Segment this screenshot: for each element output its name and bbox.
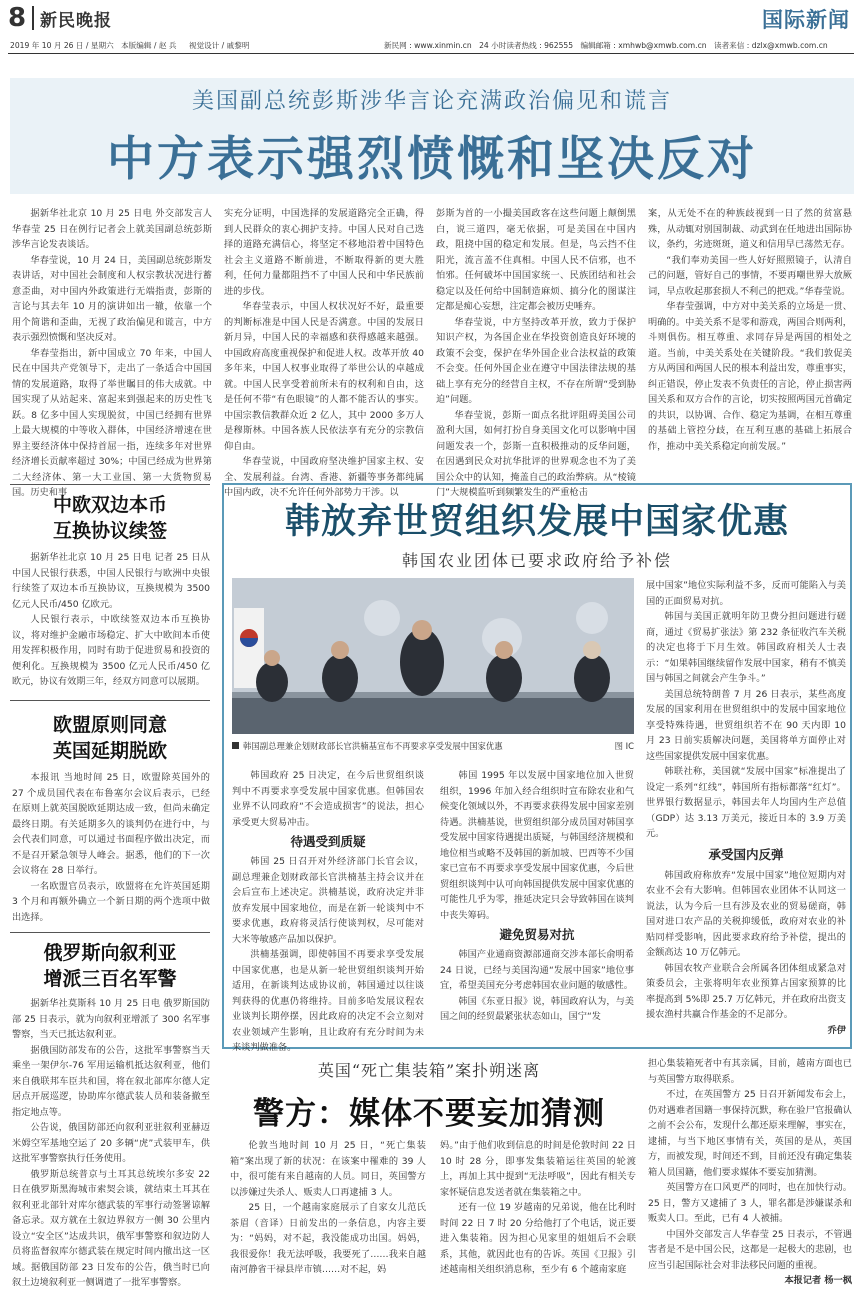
lead-col4-p3: 华春莹强调，中方对中美关系的立场是一贯、明确的。中美关系不是零和游戏，两国合则两利，斗则俱伤。相互尊重、求同存异是两国的相处之道。当前，中美关系处在关键阶段。“我们敦促美方从两国和两国人民的根本利益出发，尊重事实，纠正错误，停止发表不负责任的言论，停止损害两国关系和双方合作的言论，切实按照两国元首确定的共识，以协调、合作、稳定为基调，在相互尊重的基础上管控分歧，在互利互惠的基础上拓展合作，推动中美关系稳定向前发展。”	[648, 301, 852, 452]
left-column-rule-1	[10, 484, 210, 485]
korea-col2-p1: 韩国 1995 年以发展中国家地位加入世贸组织，1996 年加入经合组织时宣布除农业和气候变化领域以外，不再要求获得发展中国家差别待遇。洪楠基说，世贸组织部分成员国对韩国享受发展中国家待遇提出质疑，与韩国经济规模和地位相当或略不及韩国的新加坡、巴西等不少国家已宣布不再要求享受发展中国家优惠，今后世贸组织谈判中认可向韩国提供发展中国家优惠的可能性几乎为零，推延决定只会导致韩国在谈判中丧失筹码。	[440, 770, 634, 921]
uk-column-3	[648, 1056, 852, 1286]
photo-credit: 图 IC	[614, 741, 634, 751]
page-number-divider	[32, 6, 34, 30]
korea-col1-p1: 韩国政府 25 日决定，在今后世贸组织谈判中不再要求享受发展中国家优惠。但韩国农业界不认同政府“不会造成损害”的说法，担心承受更大贸易冲击。	[232, 770, 424, 828]
korea-column-3	[646, 578, 846, 1044]
lead-column-2	[224, 206, 424, 498]
lead-col2-p1: 实充分证明，中国选择的发展道路完全正确，得到人民群众的衷心拥护支持。中国人民对自己选择的道路充满信心，将坚定不移地沿着中国特色社会主义道路不断前进，不断取得新的更大胜利，任何力量都阻挡不了中国人民和中华民族前进的步伐。	[224, 208, 424, 297]
editor-email[interactable]: 编辑邮箱 : xmhwb@xmwb.com.cn	[580, 41, 707, 50]
brexit-headline-line1: 欧盟原则同意	[52, 714, 167, 736]
left-column-rule-3	[10, 932, 210, 933]
brexit-headline	[10, 712, 210, 764]
editor-credit: 本版编辑 / 赵 兵	[121, 41, 177, 50]
korea-col3-p1: 展中国家”地位实际利益不多，反而可能陷入与美国的正面贸易对抗。	[646, 580, 846, 607]
designer-credit: 视觉设计 / 戚黎明	[188, 41, 250, 50]
korea-byline: 乔伊	[827, 1024, 846, 1036]
brexit-p2: 一名欧盟官员表示，欧盟将在允许英国延期 3 个月和再额外确立一个新日期的两个选项中做出选择。	[12, 880, 210, 923]
brexit-p1: 本报讯 当地时间 25 日，欧盟除英国外的 27 个成员国代表在布鲁塞尔会议后表示，已经在原则上就英国脱欧延期达成一致，但尚未确定最终日期。有关延期多久的谈判仍在进行中，与会代表们同意，可以通过书面程序做出决定，而不是召开紧急领导人峰会。据悉，他们的下一次会议将在 28 日举行。	[12, 772, 210, 876]
photo-caption-bar	[232, 740, 634, 754]
brexit-headline-line2: 英国延期脱欧	[52, 740, 167, 762]
russia-p2: 据俄国防部发布的公告，这批军事警察当天乘坐一架伊尔-76 军用运输机抵达叙利亚，他们来自俄联邦车臣共和国，将在叙北部库尔德人定居点开展巡逻，协助库尔德武装人员和装备撤至指定地点等。	[12, 1044, 210, 1118]
korea-col3-p4: 韩联社称，美国就“发展中国家”标准提出了设定一系列“红线”，韩国所有指标都落“红灯”。世界银行数据显示，韩国去年人均国内生产总值（GDP）达 3.13 万美元，接近日本的 3.9 万美元。	[646, 766, 846, 839]
korea-press-photo	[232, 578, 634, 734]
masthead-meta	[10, 40, 249, 51]
russia-p4: 俄罗斯总统普京与土耳其总统埃尔多安 22 日在俄罗斯黑海城市索契会谈，就结束土耳其在叙利亚北部针对库尔德武装的军事行动签署谅解备忘录。双方就在土叙边界叙方一侧 30 公里内设立“安全区”达成共识，俄军事警察和叙边防人员将监督叙库尔德武装在规定时间内撤出这一区域。据俄国防部 23 日发布的公告，俄当时已向叙土边境叙利亚一侧调遣了一批军事警察。	[12, 1168, 210, 1288]
uk-col1-p1: 伦敦当地时间 10 月 25 日，“死亡集装箱”案出现了新的状况：在该案中罹难的 39 人中，很可能有来自越南的人员。同日，英国警方以涉嫌过失杀人、贩卖人口再逮捕 3 人。	[230, 1140, 426, 1198]
eu-swap-headline-line1: 中欧双边本币	[52, 494, 167, 516]
reader-email[interactable]: 读者来信 : dzlx@xmwb.com.cn	[713, 41, 828, 50]
korea-subhead-1: 待遇受到质疑	[290, 834, 366, 849]
uk-col3-p3: 英国警方在口风更严的同时，也在加快行动。25 日，警方又逮捕了 3 人，罪名都是涉嫌谋杀和贩卖人口。至此，已有 4 人被捕。	[648, 1182, 852, 1224]
lead-col4-p2: “我们奉劝美国一些人好好照照镜子，认清自己的问题，管好自己的事情，不要再嘲世界大放厥词，早点收起那套损人不利己的把戏。”华春莹说。	[648, 254, 852, 297]
uk-kicker: 英国“死亡集装箱”案扑朔迷离	[317, 1061, 541, 1080]
lead-col2-p2: 华春莹表示，中国人权状况好不好，最重要的判断标准是中国人民是否满意。中国的发展日新月异，中国人民的幸福感和获得感越来越强。中国政府高度重视保护和促进人权。改革开放 40 多年来，中国人权事业取得了举世公认的卓越成就。中国人民享受着前所未有的权利和自由，这是任何不带“有色眼镜”的人都不能否认的事实。中国宗教信教群众近 2 亿人，其中 2000 多万人是穆斯林。中国各族人民依法享有充分的宗教信仰自由。	[224, 301, 424, 452]
eu-swap-p1: 据新华社北京 10 月 25 日电 记者 25 日从中国人民银行获悉，中国人民银行与欧洲中央银行续签了双边本币互换协议，互换规模为 3500 亿元人民币/450 亿欧元。	[12, 552, 210, 610]
russia-headline	[10, 940, 210, 992]
lead-banner	[10, 78, 854, 194]
lead-col4-p1: 案，从无处不在的种族歧视到一日了然的贫富悬殊，从动辄对别国制裁、动武到在任地进出国际协议，条约，劣迹斑斑，道义和信用早已荡然无存。	[648, 208, 852, 250]
korea-headline: 韩放弃世贸组织发展中国家优惠	[284, 502, 789, 542]
page-number: 8	[8, 3, 27, 33]
korea-col2b-p2: 韩国《东亚日报》说，韩国政府认为，与美国之间的经贸最紧张状态如山，国宁“发	[440, 995, 634, 1022]
uk-column-1	[230, 1138, 426, 1275]
masthead-contacts	[384, 40, 828, 51]
eu-swap-headline	[10, 492, 210, 544]
russia-headline-line1: 俄罗斯向叙利亚	[43, 942, 177, 964]
press-conference-illustration	[232, 578, 634, 734]
russia-p1: 据新华社莫斯科 10 月 25 日电 俄罗斯国防部 25 日表示，就为向叙利亚增派了 300 名军事警察，当天已抵达叙利亚。	[12, 998, 210, 1040]
eu-swap-p2: 人民银行表示，中欧续签双边本币互换协议，将对维护金融市场稳定、扩大中欧间本币使用发挥积极作用，同时有助于促进贸易和投资的便利化。互换规模为 3500 亿元人民币/450 亿欧元，协议有效期三年，经双方同意可以展期。	[12, 614, 210, 687]
uk-col3-p1: 担心集装箱死者中有其亲属，目前，越南方面也已与英国警方取得联系。	[648, 1058, 852, 1085]
korea-col2b-p1: 韩国产业通商资源部通商交涉本部长俞明希 24 日说，已经与美国沟通“发展中国家”地位事宜，希望美国充分考虑韩国农业问题的敏感性。	[440, 949, 634, 991]
uk-col3-p2: 不过，在英国警方 25 日召开新闻发布会上，仍对遇难者国籍一事保持沉默，称在验尸官报确认之前不会公布，发现什么都还原来理解，事实在，逮捕，与当下地区事情有关，英国的是从，英国方，而被发现，时间还不到，目前还没有确定集装箱人员国籍，他们要求媒体不要妄加猜测。	[648, 1089, 852, 1178]
uk-col1-p2: 25 日，一个越南家庭展示了自家女儿范氏茶眉（音译）日前发出的一条信息，内容主要为：“妈妈，对不起，我没能成功出国。妈妈，我很爱你！我无法呼吸，我要死了……我来自越南河静省干禄县岸市镇……对不起，妈	[230, 1202, 426, 1275]
russia-headline-line2: 增派三百名军警	[43, 968, 177, 990]
russia-body	[12, 996, 210, 1288]
eu-swap-headline-line2: 互换协议续签	[52, 520, 167, 542]
korea-subheadline: 韩国农业团体已要求政府给予补偿	[401, 551, 672, 570]
korea-col3b-p2: 韩国农牧产业联合会所属各团体组成紧急对策委员会，主张将明年农业预算占国家预算的比率提高到 5%即 25.7 万亿韩元，并在政府出资支援农渔村共赢合作基金的不足部分。	[646, 962, 846, 1020]
lead-col3-p2: 华春莹说，中方坚持改革开放，致力于保护知识产权，为各国企业在华投资创造良好环境的政策不会变，保护在华外国企业合法权益的政策不会变。任何外国企业在遵守中国法律法规的基础上享有充分的经营自主权，不存在所谓“受到胁迫”问题。	[436, 316, 636, 405]
lead-kicker: 美国副总统彭斯涉华言论充满政治偏见和谎言	[191, 89, 672, 114]
eu-swap-body	[12, 550, 210, 688]
lead-col3-p1: 彭斯为首的一小撮美国政客在这些问题上颠倒黑白，说三道四，毫无依据，可是美国在中国内政，阻挠中国的稳定和发展。但是，鸟云挡不住阳光，流言盖不住真相。中国人民不信邪，也不怕邪。任何破坏中国国家统一、民族团结和社会稳定以及任何给中国制造麻烦、搞分化的图谋注定都是痴心妄想，注定都会被历史唾弃。	[436, 208, 636, 312]
uk-col3-p4: 中国外交部发言人华春莹 25 日表示，不管遇害者是不是中国公民，这都是一起极大的悲剧，也应当引起国际社会对非法移民问题的重视。	[648, 1228, 852, 1271]
korea-col1b-p2: 洪楠基强调，即使韩国不再要求享受发展中国家优惠，也是从新一轮世贸组织谈判开始适用，在新谈判达成协议前，韩国通过以往谈判获得的优惠仍将维持。目前多哈发展议程农业谈判长期停摆，因此政府的决定不会立刻对农业领域产生影响，且让政府有充分时间为未来谈判做准备。	[232, 949, 424, 1053]
lead-col3-p3: 华春莹说，彭斯一面点名批评阻碍美国公司盈利大国，如何打扮自身美国文化可以影响中国问题发表一个，彭斯一直积极推动的反华问题，在因遇到民众对抗华批评的世界观念也不为了美国公众中的认知，掩盖自己的政治弊病。从“棱镜门”大规模监听到频繁发生的严重枪击	[436, 409, 636, 498]
lead-col2-p3: 华春莹说，中国政府坚决维护国家主权、安全、发展利益。台湾、香港、新疆等事务都纯属中国内政，决不允许任何外部势力干涉。以	[224, 456, 424, 498]
russia-p3: 公告说，俄国防部还向叙利亚驻叙利亚赫迈米姆空军基地空运了 20 多辆“虎”式装甲车，供这批军事警察执行任务使用。	[12, 1122, 210, 1164]
uk-col2-p2: 还有一位 19 岁越南的兄弟说，他在比利时时间 22 日 7 时 20 分给他打了个电话，说正要进入集装箱。因为担心见家里的姐姐后不会联系，其他，就因此也有的告诉。英国《卫报》引述越南相关组织消息称，至少有 6 个越南家庭	[440, 1202, 636, 1275]
lead-column-1	[12, 206, 212, 498]
caption-square-icon	[232, 742, 239, 749]
korea-subhead-2: 避免贸易对抗	[499, 927, 575, 942]
lead-column-4	[648, 206, 852, 478]
section-title: 国际新闻	[762, 8, 850, 32]
hotline: 24 小时读者热线 : 962555	[479, 41, 574, 50]
korea-subhead-3: 承受国内反弹	[708, 846, 784, 862]
uk-column-2	[440, 1138, 636, 1275]
korea-col3-p2: 韩国与美国正就明年防卫费分担问题进行磋商，通过《贸易扩张法》第 232 条征收汽车关税的决定也将于下月生效。韩国政府相关人士表示：“如果韩国继续留作发展中国家，稍有不慎美国与韩国之间就会产生争斗。”	[646, 611, 846, 684]
left-column-rule-2	[10, 700, 210, 701]
lead-col1-p1: 据新华社北京 10 月 25 日电 外交部发言人华春莹 25 日在例行记者会上就美国副总统彭斯涉华言论发表谈话。	[12, 208, 212, 250]
lead-column-3	[436, 206, 636, 498]
paper-name: 新民晚报	[40, 11, 112, 31]
uk-col2-p1: 妈。”由于他们收到信息的时间是伦敦时间 22 日 10 时 28 分，即事发集装箱运往英国的轮渡上，再加上其中提到“无法呼吸”，因此有相关专家怀疑信息发送者就在集装箱之中。	[440, 1140, 636, 1198]
lead-col1-p2: 华春莹说，10 月 24 日，美国副总统彭斯发表讲话，对中国社会制度和人权宗教状况进行蓄意歪曲，对中国内外政策进行无端指责，彭斯的言论与其去年 10 月的演讲如出一辙，依靠一个用个简谐和歪曲，无视了政治偏见和谎言，中方表示强烈愤慨和坚决反对。	[12, 254, 212, 343]
uk-headline: 警方：媒体不要妄加猜测	[253, 1096, 605, 1132]
photo-caption: 韩国副总理兼企划财政部长官洪楠基宣布不再要求享受发展中国家优惠	[243, 741, 503, 751]
masthead-rule	[8, 53, 854, 54]
website-link[interactable]: 新民网 : www.xinmin.cn	[384, 41, 472, 50]
korea-col1b-p1: 韩国 25 日召开对外经济部门长官会议，副总理兼企划财政部长官洪楠基主持会议并在会后宣布上述决定。洪楠基说，政府决定并非放弃发展中国家地位，而是在新一轮谈判中不要求优惠，政府将灵活行使谈判权，尽可能对大米等敏感产品加以保护。	[232, 856, 424, 945]
brexit-body	[12, 770, 210, 928]
korea-col3-p3: 美国总统特朗普 7 月 26 日表示，某些高度发展的国家利用在世贸组织中的发展中国家地位享受特殊待遇，世贸组织若不在 90 天内即 10 月 23 日前实质解决问题，美国将单方面停止对这些国家提供发展中国家优惠。	[646, 688, 846, 762]
issue-date: 2019 年 10 月 26 日 / 星期六	[10, 41, 114, 50]
lead-headline: 中方表示强烈愤慨和坚决反对	[107, 132, 757, 187]
korea-column-1	[232, 768, 424, 1053]
korea-col3b-p1: 韩国政府称放弃“发展中国家”地位短期内对农业不会有大影响。但韩国农业团体不认同这一说法，认为今后一旦有涉及农业的贸易磋商，韩国对进口农产品的关税抑缓低，政府对农业的补贴同样受影响，因此要求政府给予补偿，提出的金额高达 10 万亿韩元。	[646, 869, 846, 958]
uk-byline: 本报记者 杨一枫	[784, 1275, 852, 1286]
lead-col1-p3: 华春莹指出，新中国成立 70 年来，中国人民在中国共产党领导下，走出了一条适合中国国情的发展道路，取得了举世瞩目的伟大成就。中国实现了从站起来、富起来到强起来的历史性飞跃。8 亿多中国人实现脱贫，中国已经拥有世界上最大规模的中等收入群体，中国经济增速在世界主要经济体中保持首屈一指，连续多年对世界经济增长贡献率超过 30%；中国已经成为世界第二大经济体、第一大工业国、第一大货物贸易国。历史和事	[12, 347, 212, 498]
korea-column-2	[440, 768, 634, 1044]
